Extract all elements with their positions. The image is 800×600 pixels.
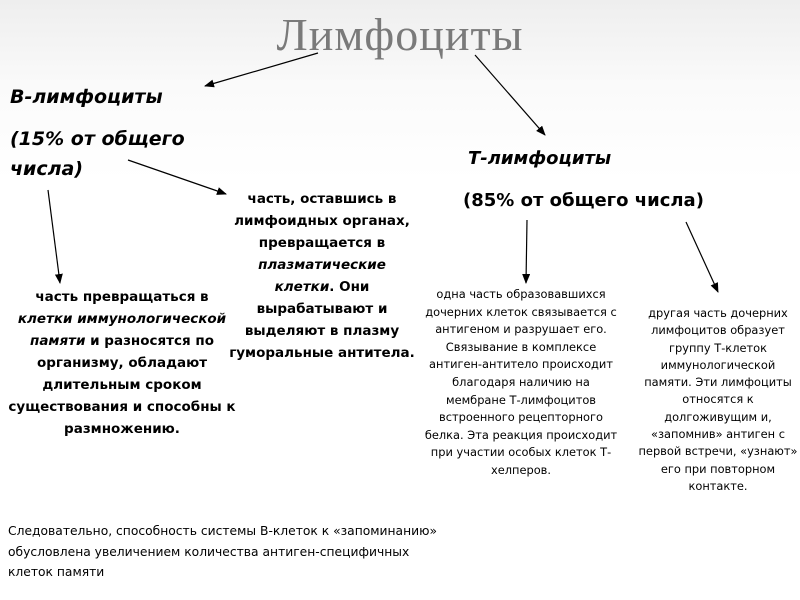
b-plasma-branch-text (226, 188, 418, 364)
t-branch-two-text: другая часть дочерних лимфоцитов образует группу Т-клеток иммунологической памяти. Эти лимфоциты относятся к долгоживущим и, «запомнив» антиген с первой встречи, «узнают» его при повторном контакте. (638, 306, 798, 493)
b-memory-part1: часть превращаться в (35, 289, 209, 305)
b-memory-part2: и разносятся по организму, обладают длительным сроком существования и способны к размножению. (8, 333, 236, 437)
b-memory-branch-text (8, 286, 236, 440)
b-cells-share: (15% от общего числа) (10, 128, 185, 180)
b-cells-heading: В-лимфоциты (10, 86, 163, 108)
plasma-cells-term: плазматические клетки (258, 257, 386, 295)
b-plasma-part2: . Они вырабатывают и выделяют в плазму гуморальные антитела. (229, 279, 415, 361)
arrow-t-to-branch-one (526, 220, 527, 283)
t-branch-one-text: одна часть образовавшихся дочерних клеток связывается с антигеном и разрушает его. Связывание в комплексе антиген-антитело происходит благодаря наличию на мембране Т-лимфоцитов встроенного рецепторного белка. Эта реакция происходит при участии особых клеток Т-хелперов. (424, 287, 618, 477)
conclusion-text: Следовательно, способность системы В-клеток к «запоминанию» обусловлена увеличением количества антиген-специфичных клеток памяти (8, 524, 438, 579)
arrow-b-to-memory (48, 190, 60, 283)
arrow-title-to-t-cells (475, 55, 545, 135)
t-cells-share: (85% от общего числа) (463, 190, 704, 211)
slide-title: Лимфоциты (276, 9, 524, 60)
arrow-t-to-branch-two (686, 222, 718, 292)
t-cells-heading: Т-лимфоциты (468, 148, 612, 169)
memory-cells-term: клетки иммунологической памяти (17, 311, 227, 349)
b-plasma-part1: часть, оставшись в лимфоидных органах, превращается в (234, 191, 410, 251)
